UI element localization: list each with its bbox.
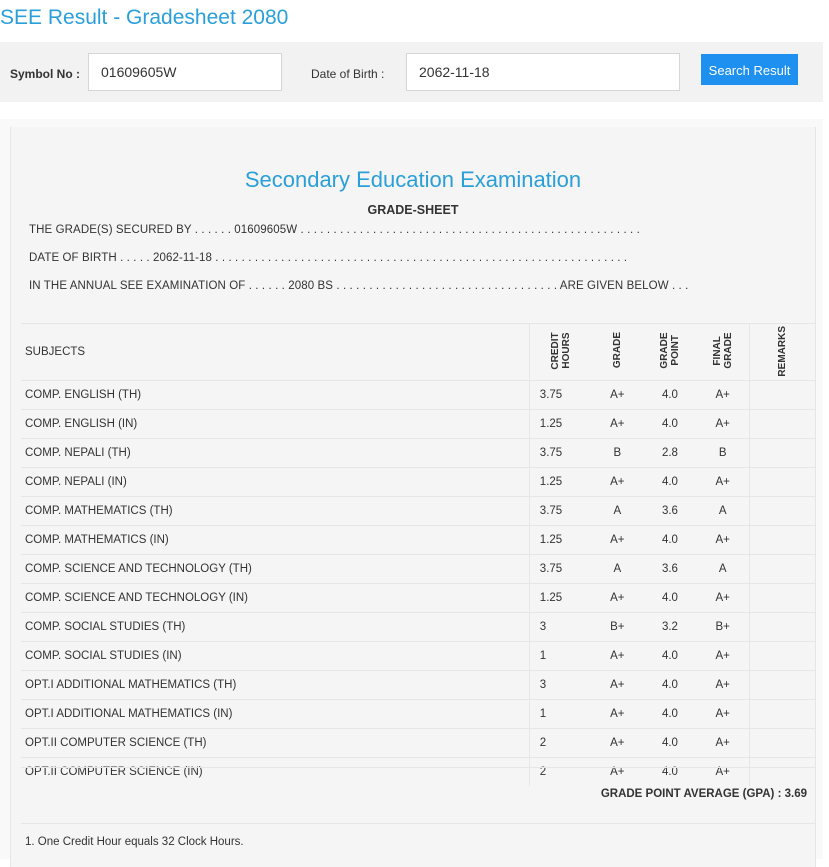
grades-table [21, 323, 815, 786]
grade-cell: B [592, 438, 644, 467]
remarks-cell [749, 612, 815, 641]
table-row [21, 670, 815, 699]
grade-cell: A+ [592, 641, 644, 670]
grade-point-header: GRADE POINT [643, 324, 697, 381]
table-row [21, 525, 815, 554]
table-row [21, 496, 815, 525]
table-row [21, 438, 815, 467]
grade-point-cell: 4.0 [643, 525, 697, 554]
credit-hour-note: 1. One Credit Hour equals 32 Clock Hours. [25, 836, 244, 848]
subject-cell: COMP. NEPALI (IN) [21, 467, 529, 496]
gradesheet-heading: GRADE-SHEET [367, 203, 459, 217]
table-row [21, 699, 815, 728]
table-header-row [21, 324, 815, 381]
subject-cell: COMP. NEPALI (TH) [21, 438, 529, 467]
subject-cell: COMP. SCIENCE AND TECHNOLOGY (IN) [21, 583, 529, 612]
final-grade-cell: A+ [697, 467, 749, 496]
credit-hours-cell: 2 [529, 757, 591, 786]
grade-point-cell: 4.0 [643, 757, 697, 786]
final-grade-cell: A+ [697, 641, 749, 670]
final-grade-cell: A+ [697, 670, 749, 699]
remarks-cell [749, 670, 815, 699]
table-row [21, 380, 815, 409]
table-row [21, 554, 815, 583]
grade-cell: B+ [592, 612, 644, 641]
table-row [21, 728, 815, 757]
subjects-header: SUBJECTS [21, 324, 529, 381]
dob-input[interactable] [406, 53, 680, 91]
gradesheet-panel [0, 119, 823, 859]
grade-header: GRADE [592, 324, 644, 381]
subject-cell: OPT.II COMPUTER SCIENCE (IN) [21, 757, 529, 786]
gradesheet-card [10, 127, 816, 867]
credit-hours-cell: 2 [529, 728, 591, 757]
final-grade-cell: A+ [697, 757, 749, 786]
table-row [21, 583, 815, 612]
final-grade-cell: A+ [697, 699, 749, 728]
grade-cell: A [592, 496, 644, 525]
table-row [21, 467, 815, 496]
credit-hours-header: CREDIT HOURS [529, 324, 591, 381]
grade-cell: A+ [592, 699, 644, 728]
grade-point-cell: 4.0 [643, 380, 697, 409]
remarks-cell [749, 380, 815, 409]
remarks-cell [749, 409, 815, 438]
final-grade-cell: B+ [697, 612, 749, 641]
final-grade-header: FINAL GRADE [697, 324, 749, 381]
subject-cell: COMP. ENGLISH (TH) [21, 380, 529, 409]
credit-hours-cell: 1 [529, 699, 591, 728]
remarks-header: REMARKS [749, 324, 815, 381]
grade-cell: A+ [592, 467, 644, 496]
remarks-cell [749, 699, 815, 728]
search-form [0, 42, 823, 102]
grade-cell: A+ [592, 583, 644, 612]
remarks-cell [749, 728, 815, 757]
table-row [21, 409, 815, 438]
subject-cell: COMP. SOCIAL STUDIES (IN) [21, 641, 529, 670]
credit-hours-cell: 1.25 [529, 525, 591, 554]
symbol-label: Symbol No : [10, 67, 81, 81]
grade-point-cell: 4.0 [643, 641, 697, 670]
exam-title: Secondary Education Examination [244, 167, 582, 192]
table-row [21, 612, 815, 641]
final-grade-cell: A+ [697, 409, 749, 438]
credit-hours-cell: 3 [529, 670, 591, 699]
dob-info-line: DATE OF BIRTH . . . . . 2062-11-18 . . . . . . . . . . . . . . . . . . . . . . . . . . . . . . . . . . . . . . . . . . . . . . . . . . . . . . . . . . . . . . . [29, 252, 628, 264]
remarks-cell [749, 496, 815, 525]
grade-point-cell: 3.2 [643, 612, 697, 641]
exam-info-line: IN THE ANNUAL SEE EXAMINATION OF . . . . . . 2080 BS . . . . . . . . . . . . . . . . . . . . . . . . . . . . . . . . . . ARE GIVEN BELOW . . . [29, 280, 689, 292]
grade-cell: A+ [592, 670, 644, 699]
remarks-cell [749, 583, 815, 612]
credit-hours-cell: 1.25 [529, 583, 591, 612]
grade-point-cell: 4.0 [643, 409, 697, 438]
search-result-button[interactable]: Search Result [701, 54, 798, 85]
subject-cell: COMP. SOCIAL STUDIES (TH) [21, 612, 529, 641]
grade-cell: A+ [592, 757, 644, 786]
symbol-input[interactable] [88, 53, 282, 91]
subject-cell: COMP. MATHEMATICS (IN) [21, 525, 529, 554]
gpa-value: GRADE POINT AVERAGE (GPA) : 3.69 [600, 788, 807, 800]
dob-label: Date of Birth : [311, 67, 385, 81]
gpa-row [21, 767, 815, 824]
remarks-cell [749, 438, 815, 467]
table-row [21, 641, 815, 670]
grade-point-cell: 3.6 [643, 554, 697, 583]
final-grade-cell: A+ [697, 380, 749, 409]
note-row [21, 823, 815, 848]
final-grade-cell: A+ [697, 583, 749, 612]
remarks-cell [749, 467, 815, 496]
final-grade-cell: A [697, 554, 749, 583]
grade-cell: A+ [592, 380, 644, 409]
credit-hours-cell: 3.75 [529, 496, 591, 525]
subject-cell: OPT.I ADDITIONAL MATHEMATICS (IN) [21, 699, 529, 728]
grade-cell: A+ [592, 728, 644, 757]
credit-hours-cell: 1.25 [529, 409, 591, 438]
remarks-cell [749, 641, 815, 670]
final-grade-cell: A [697, 496, 749, 525]
grade-point-cell: 4.0 [643, 670, 697, 699]
subject-cell: COMP. ENGLISH (IN) [21, 409, 529, 438]
credit-hours-cell: 3.75 [529, 554, 591, 583]
subject-cell: COMP. SCIENCE AND TECHNOLOGY (TH) [21, 554, 529, 583]
grade-point-cell: 3.6 [643, 496, 697, 525]
symbol-info-line: THE GRADE(S) SECURED BY . . . . . . 01609605W . . . . . . . . . . . . . . . . . . . . . . . . . . . . . . . . . . . . . . . . . . . . . . . . . . . . [29, 224, 640, 236]
credit-hours-cell: 3.75 [529, 380, 591, 409]
credit-hours-cell: 3.75 [529, 438, 591, 467]
remarks-cell [749, 554, 815, 583]
subject-cell: OPT.II COMPUTER SCIENCE (TH) [21, 728, 529, 757]
grade-point-cell: 4.0 [643, 583, 697, 612]
page-title: SEE Result - Gradesheet 2080 [0, 6, 289, 29]
credit-hours-cell: 3 [529, 612, 591, 641]
grade-point-cell: 4.0 [643, 467, 697, 496]
subject-cell: COMP. MATHEMATICS (TH) [21, 496, 529, 525]
final-grade-cell: A+ [697, 728, 749, 757]
grade-point-cell: 4.0 [643, 699, 697, 728]
credit-hours-cell: 1.25 [529, 467, 591, 496]
remarks-cell [749, 525, 815, 554]
subject-cell: OPT.I ADDITIONAL MATHEMATICS (TH) [21, 670, 529, 699]
credit-hours-cell: 1 [529, 641, 591, 670]
grade-cell: A+ [592, 525, 644, 554]
grade-point-cell: 4.0 [643, 728, 697, 757]
grade-cell: A [592, 554, 644, 583]
grade-cell: A+ [592, 409, 644, 438]
final-grade-cell: B [697, 438, 749, 467]
final-grade-cell: A+ [697, 525, 749, 554]
grade-point-cell: 2.8 [643, 438, 697, 467]
